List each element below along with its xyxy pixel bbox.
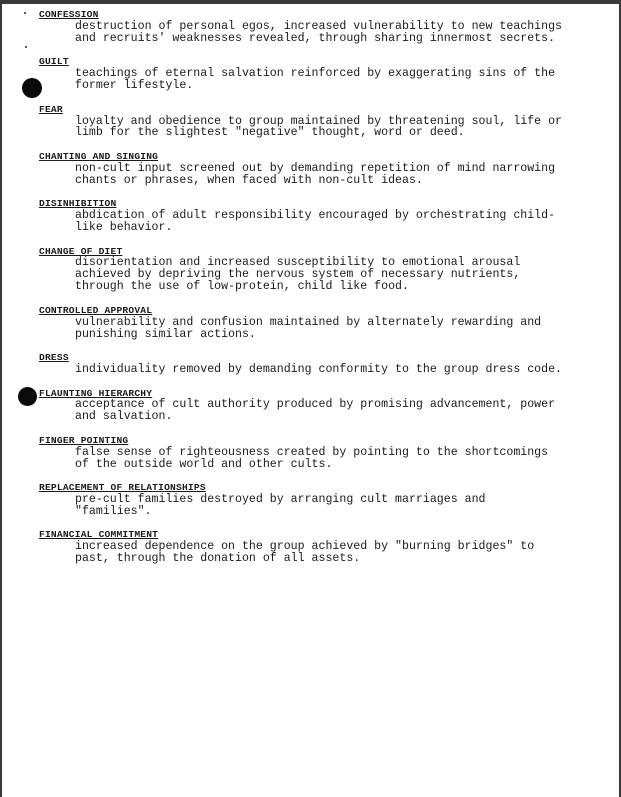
entry-description: individuality removed by demanding conformity to the group dress code. <box>75 363 563 376</box>
scan-speck <box>24 12 26 14</box>
entry-term: CONTROLLED APPROVAL <box>39 304 153 316</box>
entry-description: increased dependence on the group achieved by "burning bridges" to past, through the donation of all assets. <box>75 540 535 566</box>
entry-term: CONFESSION <box>39 9 99 20</box>
entry-term: CHANTING AND SINGING <box>39 150 159 162</box>
entry-term: REPLACEMENT OF RELATIONSHIPS <box>39 482 206 494</box>
entry-description: vulnerability and confusion maintained by alternately rewarding and punishing similar actions. <box>75 315 542 341</box>
glossary-entry-approval <box>39 305 609 341</box>
entry-description: acceptance of cult authority produced by promising advancement, power and salvation. <box>75 398 556 424</box>
glossary-entry-diet <box>39 246 609 294</box>
entry-term: FINANCIAL COMMITMENT <box>39 529 159 541</box>
entry-term: DRESS <box>39 352 69 364</box>
entry-description: abdication of adult responsibility encouraged by orchestrating child- like behavior. <box>75 209 556 235</box>
glossary-entry-finger-pointing <box>39 435 609 471</box>
window-top-border <box>0 0 621 4</box>
entry-description: non-cult input screened out by demanding repetition of mind narrowing chants or phrases, when faced with non-cult ideas. <box>75 161 556 187</box>
entry-description: teachings of eternal salvation reinforced by exaggerating sins of the former lifestyle. <box>75 67 556 93</box>
glossary-entry-financial <box>39 529 609 565</box>
entry-term: CHANGE OF DIET <box>39 245 123 257</box>
entry-term: FEAR <box>39 103 63 115</box>
glossary-entry-confession <box>39 9 609 45</box>
entry-term: FINGER POINTING <box>39 434 129 446</box>
scan-speck <box>25 46 27 48</box>
entry-term: FLAUNTING HIERARCHY <box>39 387 153 399</box>
document-page <box>39 9 609 577</box>
hole-punch-mark <box>18 387 37 406</box>
entry-description: pre-cult families destroyed by arranging cult marriages and "families". <box>75 493 486 518</box>
glossary-entry-relationships <box>39 482 609 518</box>
glossary-entry-disinhibition <box>39 198 609 234</box>
glossary-entry-hierarchy <box>39 388 609 424</box>
glossary-entry-guilt <box>39 56 609 92</box>
glossary-entry-chanting <box>39 151 609 187</box>
entry-term: GUILT <box>39 56 69 68</box>
entry-term: DISINHIBITION <box>39 198 117 210</box>
entry-description: loyalty and obedience to group maintained by threatening soul, life or limb for the slightest "negative" thought, word or deed. <box>75 114 563 140</box>
glossary-entry-dress <box>39 352 609 376</box>
entry-description: false sense of righteousness created by pointing to the shortcomings of the outside world and other cults. <box>75 445 549 471</box>
window-left-border <box>0 0 2 797</box>
glossary-entry-fear <box>39 104 609 140</box>
entry-description: disorientation and increased susceptibility to emotional arousal achieved by depriving the nervous system of necessary nutrients, through the use of low-protein, child like food. <box>75 256 521 294</box>
entry-description: destruction of personal egos, increased vulnerability to new teachings and recruits' weaknesses revealed, through sharing innermost secrets. <box>75 19 563 45</box>
